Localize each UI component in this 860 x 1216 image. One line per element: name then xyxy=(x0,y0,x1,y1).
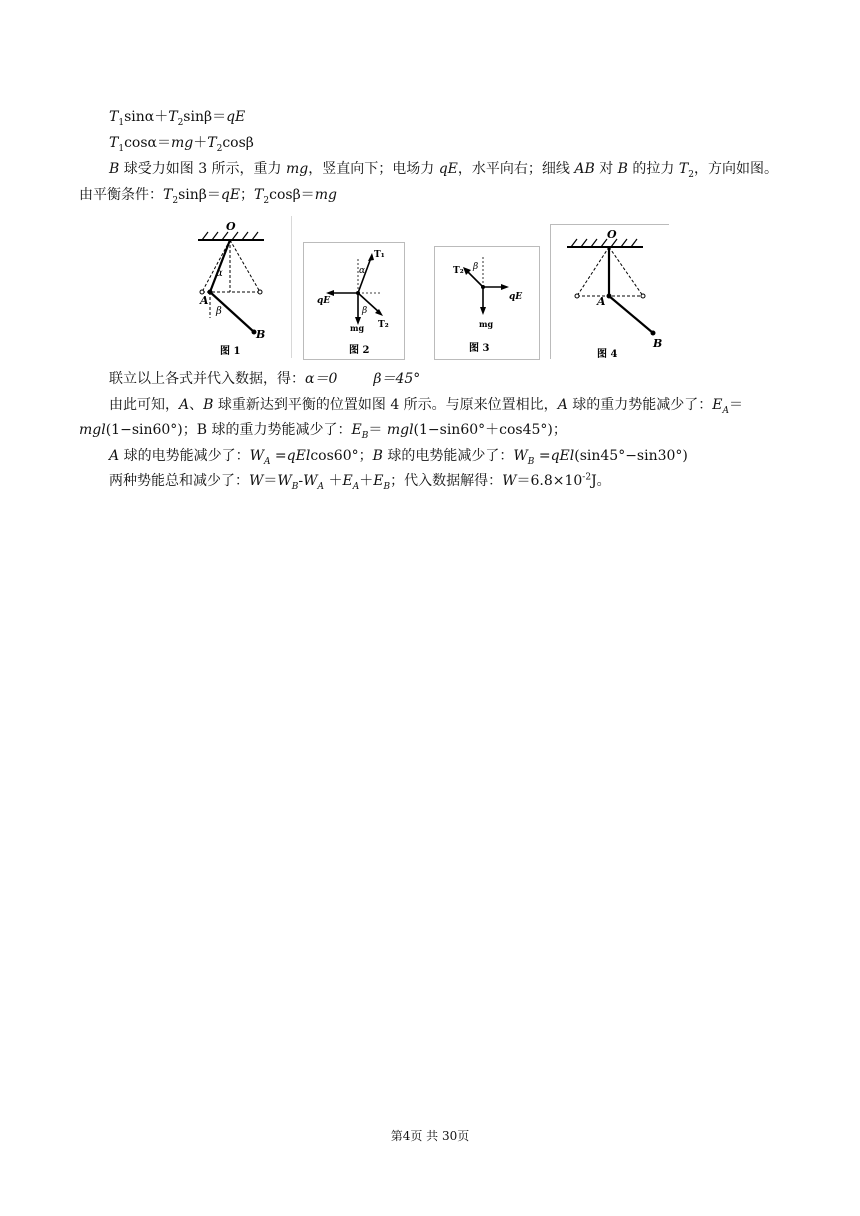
fig4-label-o: O xyxy=(607,228,617,241)
figure-3 xyxy=(434,246,540,360)
fig4-caption: 图 4 xyxy=(597,349,618,359)
divider-line xyxy=(291,216,292,358)
fig4-label-b: B xyxy=(653,337,663,350)
fig3-label-mg: mg xyxy=(479,319,494,329)
fig2-label-t2: T₂ xyxy=(378,320,389,330)
page-footer: 第4页 共 30页 xyxy=(390,1129,470,1143)
fig2-label-alpha: α xyxy=(359,266,366,276)
paragraph-new-position: 由此可知，A、B 球重新达到平衡的位置如图 4 所示。与原来位置相比，A 球的重力势能减少了：$E_A=$ xyxy=(109,397,743,416)
fig4-label-a: A xyxy=(597,295,606,308)
fig1-label-alpha: α xyxy=(216,268,223,279)
fig1-label-b: B xyxy=(256,328,266,341)
fig2-label-t1: T₁ xyxy=(374,250,385,260)
paragraph-electric-energy: A 球的电势能减少了：$W_A =qElcos60^\circ$；B 球的电势能减少了：$W_B =qEl(\sin 45^\circ-\sin 30^\circ)$ xyxy=(109,448,688,467)
fig3-label-t2: T₂ xyxy=(453,266,464,276)
fig1-caption: 图 1 xyxy=(220,346,241,357)
fig2-caption: 图 2 xyxy=(349,345,370,356)
equation-1: $T_1\sin\alpha+T_2\sin\beta=qE$ xyxy=(109,109,246,128)
fig1-label-a: A xyxy=(200,294,209,307)
equation-2: $T_1\cos\alpha=mg+T_2\cos\beta$ xyxy=(109,135,254,154)
fig2-label-beta: β xyxy=(362,306,368,316)
paragraph-ball-b-forces: B 球受力如图 3 所示，重力 mg，竖直向下；电场力 qE，水平向右；细线 AB 对 B 的拉力 $T_2$，方向如图。 xyxy=(109,161,778,180)
figure-4 xyxy=(550,224,669,359)
fig3-caption: 图 3 xyxy=(469,343,490,354)
fig2-label-mg: mg xyxy=(350,323,365,333)
fig1-label-beta: β xyxy=(216,306,222,317)
paragraph-gravity-energy: mgl(1−sin60°)；B 球的重力势能减少了：$E_B= mgl(1-\sin 60^\circ+\cos 45^\circ)$； xyxy=(79,422,567,441)
fig3-label-qe: qE xyxy=(509,292,523,302)
paragraph-result: 联立以上各式并代入数据，得：α＝0 β＝45° xyxy=(109,371,421,387)
figure-2 xyxy=(303,242,405,360)
figure-1 xyxy=(190,214,290,360)
fig2-label-qe: qE xyxy=(317,296,331,306)
paragraph-equilibrium: 由平衡条件：$T_2\sin\beta=qE$；$T_2\cos\beta=mg$ xyxy=(79,187,337,206)
fig3-label-beta: β xyxy=(473,262,479,272)
paragraph-total: 两种势能总和减少了：$W=W_B-W_A +E_A+E_B$；代入数据解得：$W=6.8\times 10^{-2}J$。 xyxy=(109,472,611,492)
fig1-label-o: O xyxy=(226,220,236,233)
